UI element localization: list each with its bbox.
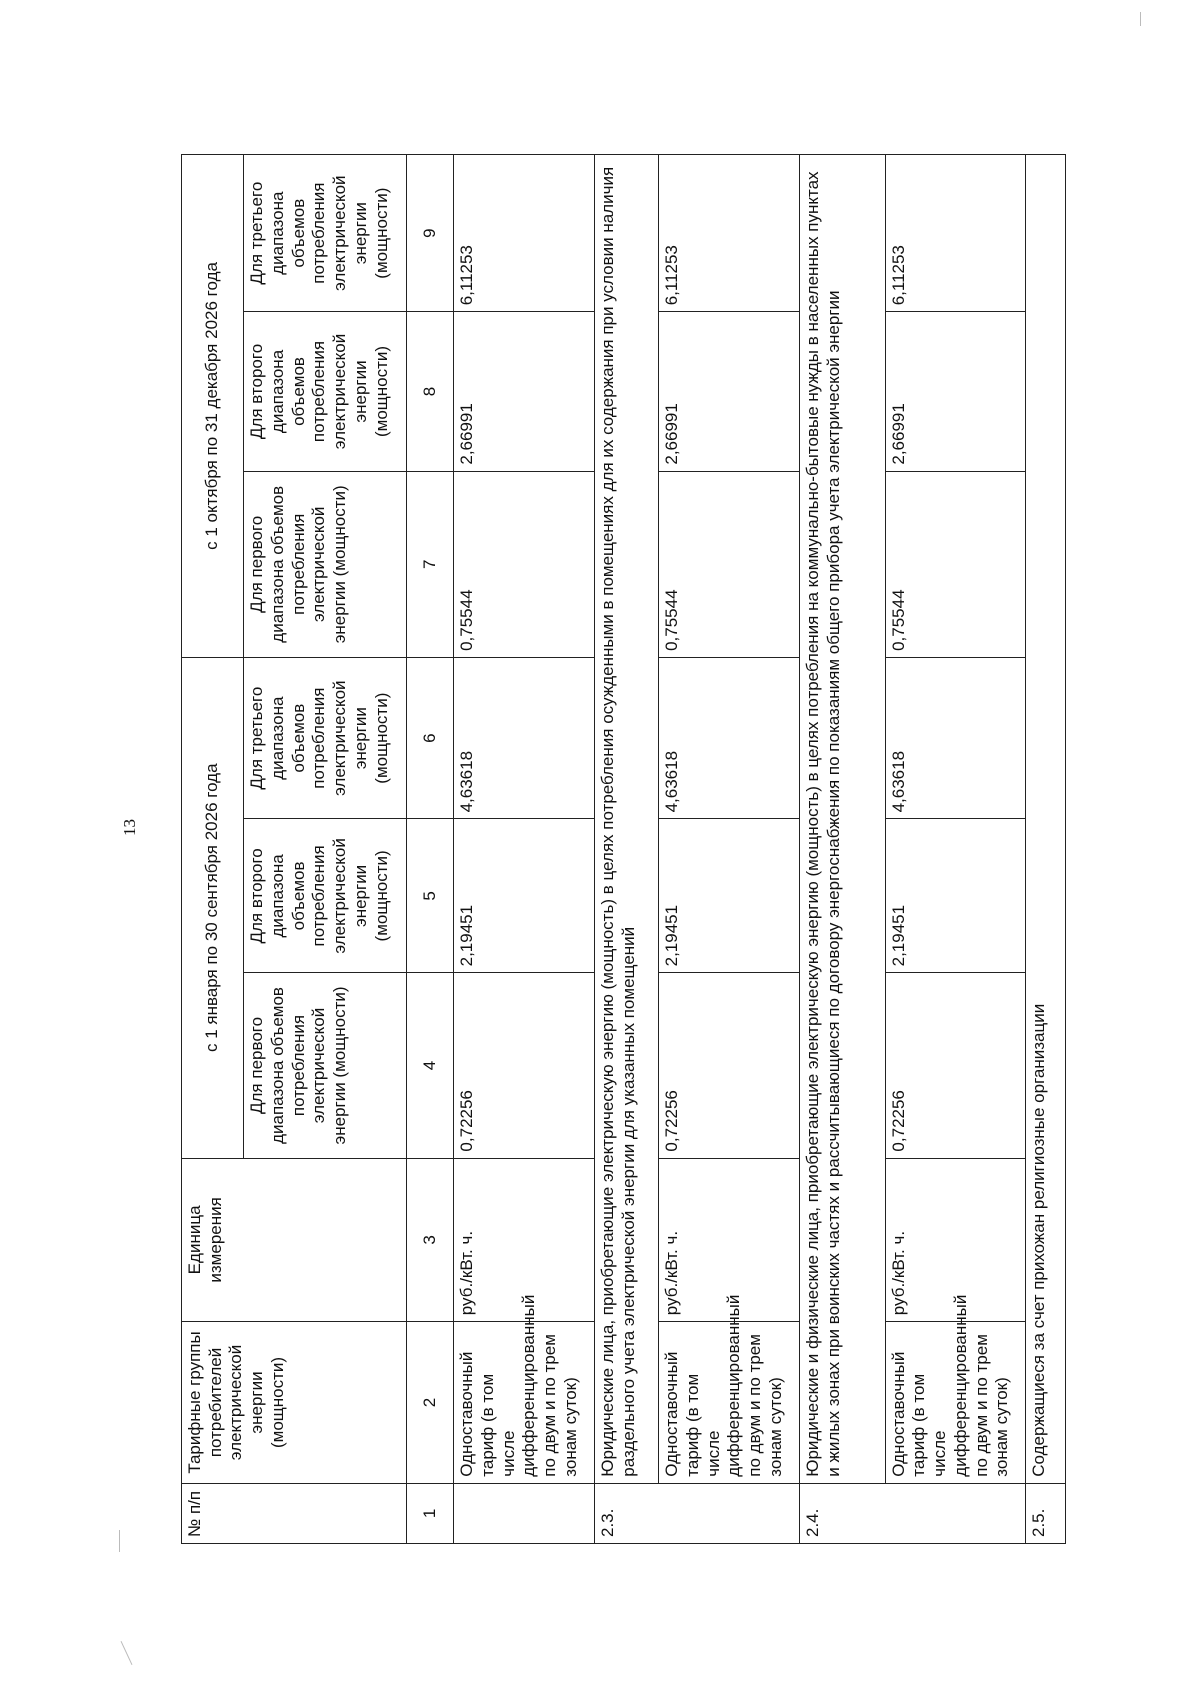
table-row — [659, 155, 800, 1544]
col-number: 5 — [407, 819, 454, 973]
section-description: Юридические и физические лица, приобретающие электрическую энергию (мощность) в целях потребления на коммунально-бытовые нужды в населенных пунктах и жилых зонах при воинских частях и рассчитывающиеся по договору энергоснабжения по показаниям общего прибора учета электрической энергии — [799, 155, 885, 1484]
scan-mark-left — [119, 1530, 120, 1552]
tariff-name: Одноставочный тариф (в том числе дифференцированный по двум и по трем зонам суток) — [454, 1322, 595, 1484]
value-cell: 6,11253 — [885, 155, 1026, 312]
row-no-cell — [454, 1483, 595, 1543]
value-cell: 2,66991 — [454, 312, 595, 471]
value-cell: 6,11253 — [454, 155, 595, 312]
value-cell: 0,72256 — [454, 973, 595, 1158]
col-number: 8 — [407, 312, 454, 471]
value-cell: 4,63618 — [659, 657, 800, 819]
value-cell: 0,75544 — [659, 471, 800, 657]
value-cell: 2,66991 — [659, 312, 800, 471]
section-description: Содержащиеся за счет прихожан религиозные организации — [1026, 155, 1066, 1484]
header-range-2: Для второго диапазона объемов потребления электрической энергии (мощности) — [244, 312, 407, 471]
header-range-1: Для первого диапазона объемов потребления электрической энергии (мощности) — [244, 471, 407, 657]
tariff-name: Одноставочный тариф (в том числе дифференцированный по двум и по трем зонам суток) — [885, 1322, 1026, 1484]
table-row — [454, 155, 595, 1544]
col-number: 1 — [407, 1483, 454, 1543]
scan-mark-top — [1140, 12, 1141, 26]
col-number: 9 — [407, 155, 454, 312]
header-period-1: с 1 января по 30 сентября 2026 года — [182, 657, 244, 1158]
value-cell: 2,19451 — [659, 819, 800, 973]
unit-cell: руб./кВт. ч. — [454, 1158, 595, 1322]
scan-mark-bottom — [121, 1641, 133, 1665]
value-cell: 6,11253 — [659, 155, 800, 312]
section-number: 2.4. — [799, 1483, 1025, 1543]
section-row — [799, 155, 885, 1544]
section-row — [1026, 155, 1066, 1544]
unit-cell: руб./кВт. ч. — [885, 1158, 1026, 1322]
header-range-2: Для второго диапазона объемов потребления электрической энергии (мощности) — [244, 819, 407, 973]
col-number: 4 — [407, 973, 454, 1158]
value-cell: 2,66991 — [885, 312, 1026, 471]
value-cell: 0,72256 — [885, 973, 1026, 1158]
header-range-3: Для третьего диапазона объемов потребления электрической энергии (мощности) — [244, 155, 407, 312]
col-number: 2 — [407, 1322, 454, 1484]
table-row — [885, 155, 1026, 1544]
rotated-table-container — [181, 154, 1066, 1544]
column-numbers-row — [407, 155, 454, 1544]
header-no: № п/п — [182, 1483, 407, 1543]
section-description: Юридические лица, приобретающие электрическую энергию (мощность) в целях потребления осужденными в помещениях для их содержания при условии наличия раздельного учета электрической энергии для указанных помещений — [594, 155, 658, 1484]
tariff-table — [181, 154, 1066, 1544]
tariff-name: Одноставочный тариф (в том числе дифференцированный по двум и по трем зонам суток) — [659, 1322, 800, 1484]
value-cell: 2,19451 — [454, 819, 595, 973]
value-cell: 4,63618 — [454, 657, 595, 819]
value-cell: 0,72256 — [659, 973, 800, 1158]
value-cell: 2,19451 — [885, 819, 1026, 973]
section-number: 2.3. — [594, 1483, 799, 1543]
header-range-3: Для третьего диапазона объемов потребления электрической энергии (мощности) — [244, 657, 407, 819]
section-row — [594, 155, 658, 1544]
section-number: 2.5. — [1026, 1483, 1066, 1543]
col-number: 3 — [407, 1158, 454, 1322]
header-range-1: Для первого диапазона объемов потребления электрической энергии (мощности) — [244, 973, 407, 1158]
header-period-2: с 1 октября по 31 декабря 2026 года — [182, 155, 244, 658]
col-number: 6 — [407, 657, 454, 819]
page-number: 13 — [120, 819, 139, 836]
value-cell: 4,63618 — [885, 657, 1026, 819]
value-cell: 0,75544 — [885, 471, 1026, 657]
unit-cell: руб./кВт. ч. — [659, 1158, 800, 1322]
value-cell: 0,75544 — [454, 471, 595, 657]
header-unit: Единица измерения — [182, 1158, 407, 1322]
col-number: 7 — [407, 471, 454, 657]
header-tariff-group: Тарифные группы потребителей электрической энергии (мощности) — [182, 1322, 407, 1484]
